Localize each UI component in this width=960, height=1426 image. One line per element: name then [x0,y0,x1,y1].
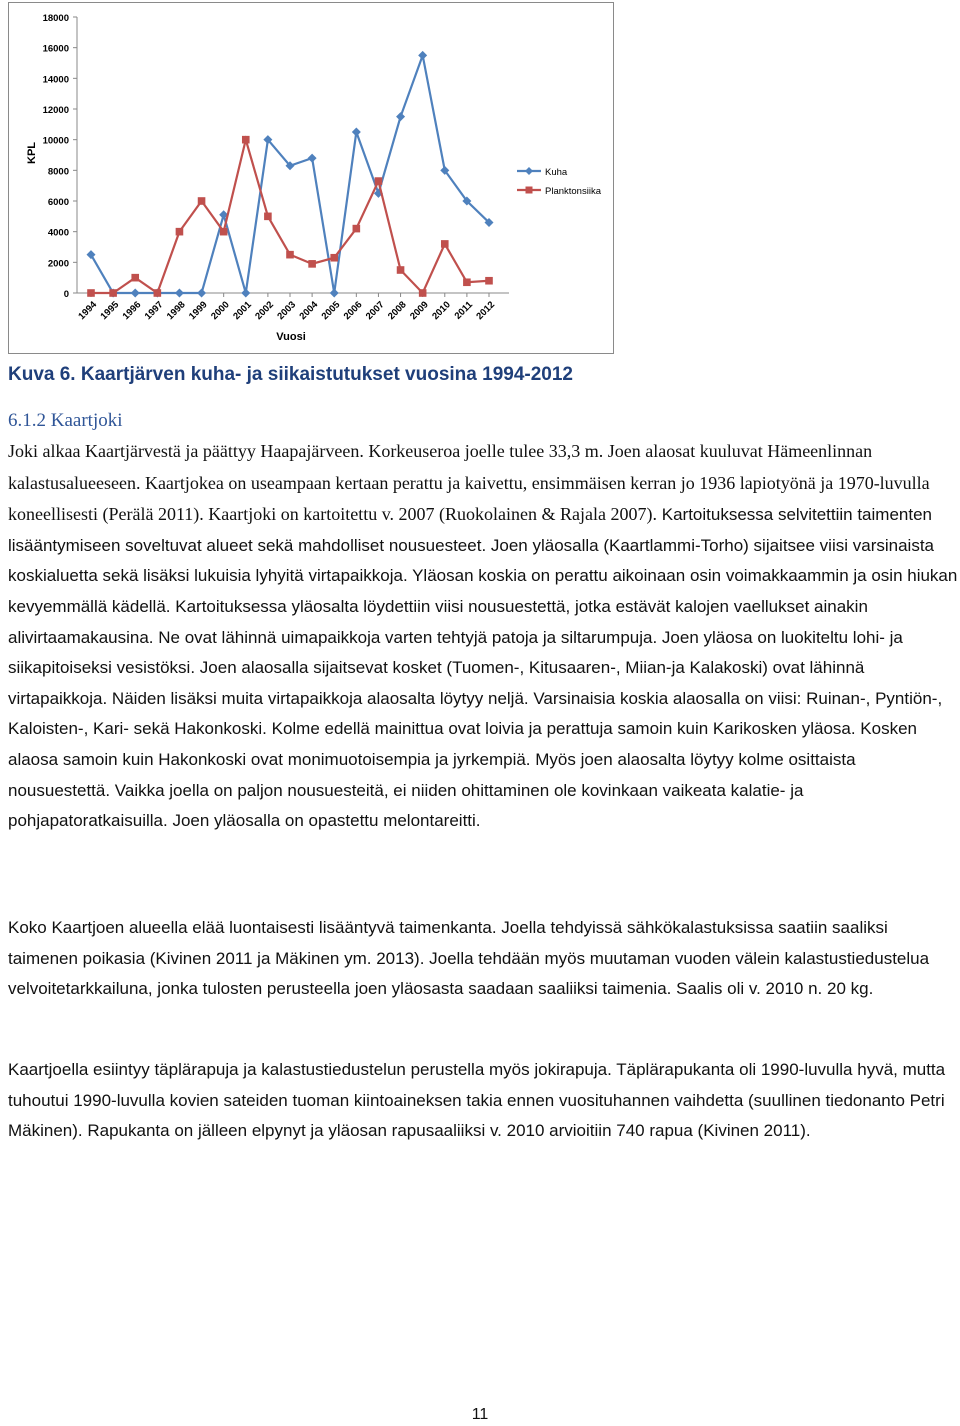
x-tick-label: 1994 [76,299,100,323]
y-tick-label: 2000 [47,258,69,270]
paragraph-1 [8,436,958,837]
y-tick-label: 0 [63,289,69,300]
x-tick-label: 2001 [231,299,254,323]
data-point-square [264,213,272,221]
x-tick-label: 1997 [142,299,166,323]
x-tick-label: 2008 [385,299,409,323]
x-axis-ticks [76,293,497,322]
y-tick-label: 14000 [42,74,69,86]
figure-caption: Kuva 6. Kaartjärven kuha- ja siikaistutukset vuosina 1994-2012 [8,364,573,385]
data-point-square [308,260,316,268]
x-tick-label: 2009 [408,299,431,323]
paragraph-3: Kaartjoella esiintyy täplärapuja ja kalastustiedustelun perustella myös jokirapuja. Täplärapukanta oli 1990-luvulla hyvä, mutta tuhoutui 1990-luvulla kovien sateiden tuoman kiintoaineksen takia ennen vuosituhannen vaihdetta (suullinen tiedonanto Petri Mäkinen). Rapukanta on jälleen elpynyt ja yläosan rapusaaliiksi v. 2010 arvioitiin 740 rapua (Kivinen 2011). [8,1060,946,1141]
legend-label: Planktonsiika [545,186,601,197]
x-tick-label: 1999 [186,299,210,323]
x-tick-label: 1998 [164,299,188,323]
page-number: 11 [471,1406,489,1423]
x-tick-label: 2005 [319,299,343,323]
paragraph-1-sans-part: Kartoituksessa selvitettiin taimenten lisääntymiseen soveltuvat alueet sekä mahdolliset nousuesteet. Joen yläosalla (Kaartlammi-Torho) sijaitsee viisi varsinaista koskialuetta sekä lisäksi lukuisia lyhyitä virtapaikkoja. Yläosan koskia on perattu aikoinaan osin voimakkaammin ja osin hiukan kevyemmällä kädellä. Kartoituksessa yläosalta löydettiin viisi nousuestettä, jotka estävät kalojen vaellukset ainakin alivirtaamakausina. Ne ovat lähinnä uimapaikkoja varten tehtyjä patoja ja siltarumpuja. Joen yläosa on luokiteltu lohi- ja siikapitoiseksi vesistöksi. Joen alaosalla sijaitsevat kosket (Tuomen-, Kitusaaren-, Miian-ja Kalakoski) ovat lähinnä virtapaikkoja. Näiden lisäksi muita virtapaikkoja alaosalta löytyy neljä. Varsinaisia koskia alaosalla on viisi: Ruinan-, Pyntiön-, Kaloisten-, Kari- sekä Hakonkoski. Kolme edellä mainittua ovat loivia ja perattuja samoin kuin Karikosken yläosa. Kosken alaosa samoin kuin Hakonkoski ovat monimuotoisempia ja jyrkempiä. Myös joen alaosalta löytyy kolme osittaista nousuestettä. Vaikka joella on paljon nousuesteitä, ei niiden ohittaminen ole kovinkaan vaikeata kalatie- ja pohjapatoratkaisuilla. Joen yläosalla on opastettu melontareitti. [8,505,958,831]
data-point-square [353,225,361,233]
data-point-square [198,197,206,205]
series-layer [87,51,494,298]
data-point-square [419,289,427,297]
legend-label: Kuha [545,167,568,178]
data-point-square [131,274,139,282]
data-point-square [154,289,162,297]
data-point-diamond [197,289,206,298]
y-tick-label: 10000 [42,135,69,147]
data-point-square [375,177,383,185]
y-tick-label: 18000 [42,13,69,24]
x-axis-label: Vuosi [276,331,306,343]
data-point-diamond [175,289,184,298]
legend-marker [526,187,533,194]
x-tick-label: 2012 [474,299,498,323]
data-point-square [397,266,405,274]
data-point-square [463,278,471,286]
x-tick-label: 1996 [120,299,144,323]
data-point-square [286,251,294,259]
x-tick-label: 2004 [297,299,321,323]
data-point-diamond [87,250,96,259]
legend [517,167,602,197]
x-tick-label: 1995 [98,299,122,323]
legend-marker [525,167,533,175]
data-point-diamond [418,51,427,60]
data-point-square [242,136,250,144]
data-point-square [485,277,493,285]
y-tick-label: 12000 [42,105,69,116]
data-point-diamond [396,112,405,121]
data-point-square [176,228,184,236]
y-tick-label: 16000 [42,43,69,55]
data-point-square [87,289,95,297]
paragraph-2: Koko Kaartjoen alueella elää luontaisesti lisääntyvä taimenkanta. Joella tehdyissä sähkökalastuksissa saatiin saaliksi taimenen poikasia (Kivinen 2011 ja Mäkinen ym. 2013). Joella tehdään myös muutaman vuoden välein kalastustiedustelua velvoitetarkkailuna, jonka tulosten perusteella joen yläosasta saadaan saaliiksi taimenia. Saalis oli v. 2010 n. 20 kg. [8,918,930,999]
x-tick-label: 2003 [275,299,299,323]
paragraph-1-serif-part: Joki alkaa Kaartjärvestä ja päättyy Haapajärveen. Korkeuseroa joelle tulee 33,3 m. Joen alaosat kuuluvat Hämeenlinnan kalastusalueeseen. Kaartjokea on useampaan kertaan perattu ja kaivettu, ensimmäisen kerran jo 1936 lapiotyönä ja 1970-luvulla koneellisesti (Perälä 2011). Kaartjoki on kartoitettu v. 2007 (Ruokolainen & Rajala 2007). [8,441,930,525]
y-axis-ticks [43,13,77,300]
data-point-square [109,289,117,297]
x-tick-label: 2007 [363,299,387,323]
section-heading: 6.1.2 Kaartjoki [8,410,123,431]
x-tick-label: 2006 [341,299,365,323]
x-tick-label: 2002 [253,299,277,323]
y-tick-label: 8000 [47,166,69,178]
data-point-diamond [241,289,250,298]
y-tick-label: 6000 [47,197,69,208]
y-tick-label: 4000 [47,227,69,239]
x-tick-label: 2011 [452,299,476,322]
data-point-diamond [308,154,317,163]
data-point-square [220,228,228,236]
data-point-diamond [330,289,339,298]
line-chart [9,3,615,355]
x-tick-label: 2010 [430,299,453,323]
data-point-diamond [131,289,140,298]
x-tick-label: 2000 [209,299,232,323]
y-axis-label: KPL [26,142,38,164]
data-point-diamond [352,128,361,137]
data-point-square [330,254,338,262]
chart-container [8,2,614,354]
data-point-square [441,240,449,248]
